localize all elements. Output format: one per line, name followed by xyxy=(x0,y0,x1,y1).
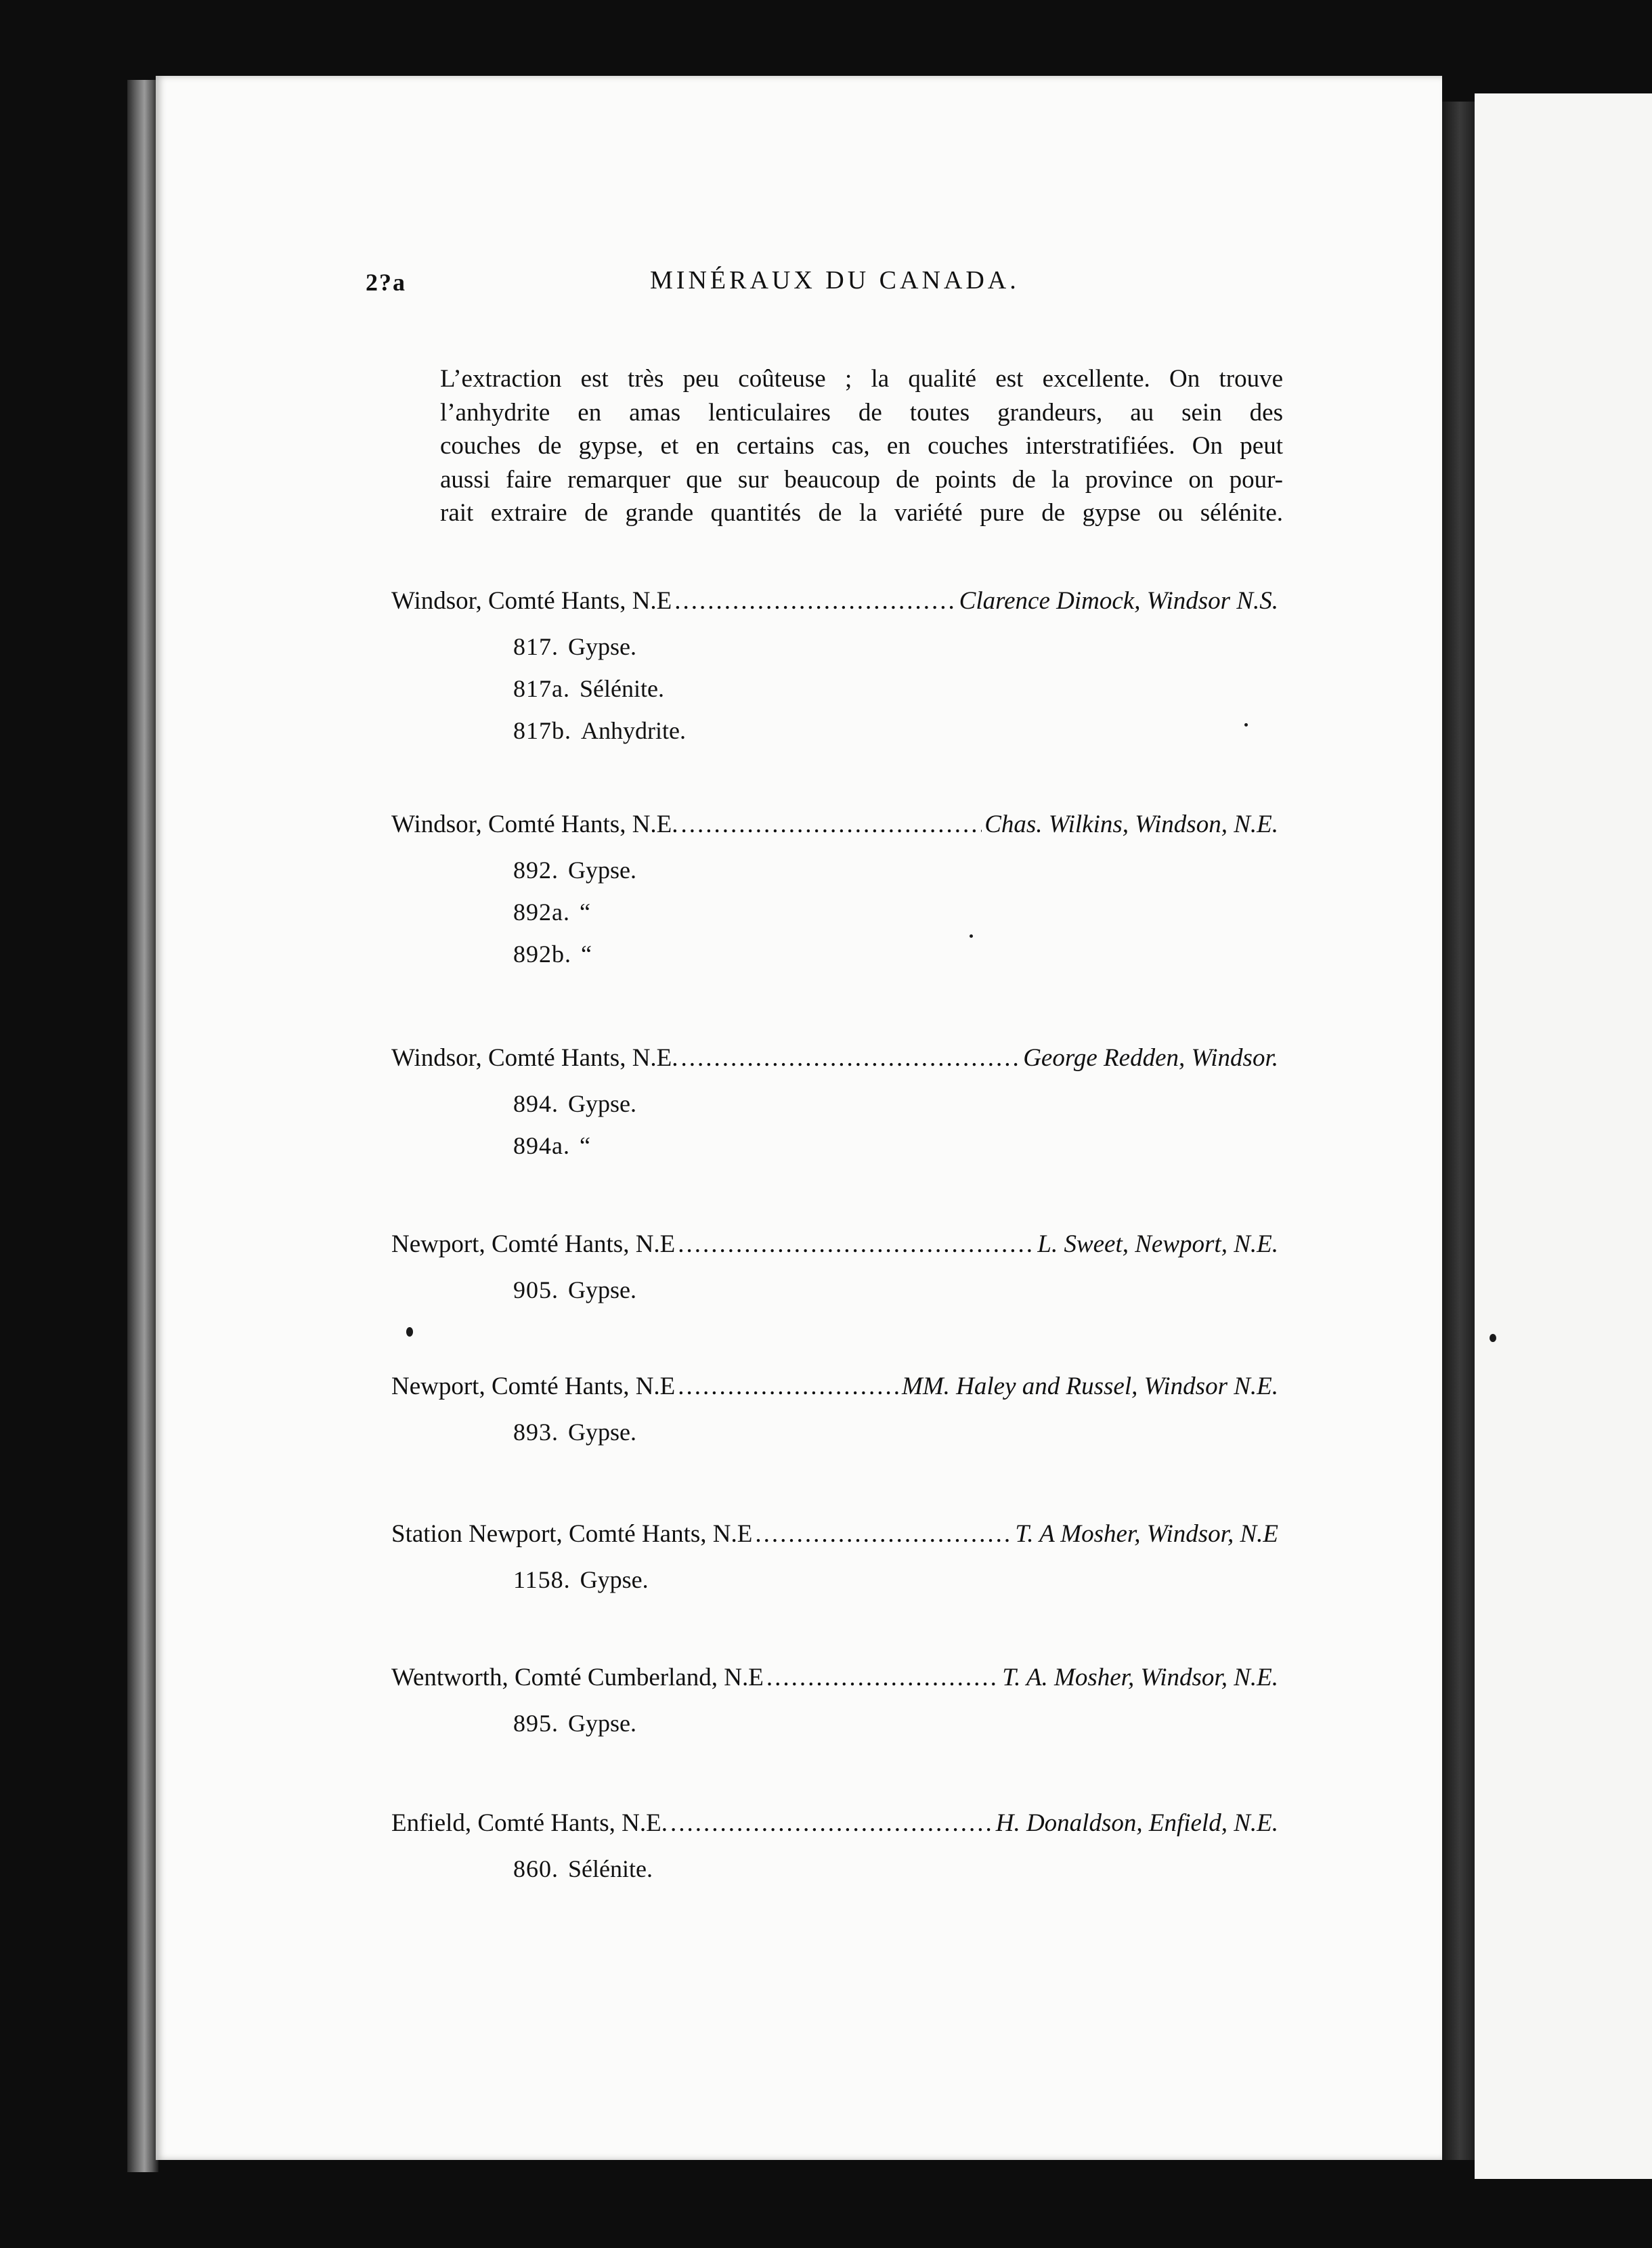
specimen-number: 895. xyxy=(513,1710,559,1737)
entry-donor: Chas. Wilkins, Windson, N.E. xyxy=(984,810,1278,838)
catalogue-entry xyxy=(391,1226,1278,1311)
book-gutter xyxy=(1442,102,1477,2160)
specimen-item xyxy=(513,1269,1278,1311)
entry-heading xyxy=(391,1515,1278,1553)
specimen-number: 817b. xyxy=(513,717,571,744)
specimen-number: 892. xyxy=(513,857,559,884)
specimen-item xyxy=(513,1559,1278,1601)
specimen-number: 1158. xyxy=(513,1566,571,1593)
dot-leader xyxy=(755,1515,1012,1553)
page-number: 2?a xyxy=(366,269,406,296)
entry-donor: George Redden, Windsor. xyxy=(1023,1044,1278,1072)
specimen-name: Sélénite. xyxy=(568,1855,653,1882)
scan-speck xyxy=(1244,723,1248,727)
specimen-list xyxy=(391,626,1278,752)
specimen-name: Gypse. xyxy=(568,1419,636,1446)
intro-line: L’extraction est très peu coûteuse ; la qualité est excellente. On trouve xyxy=(440,365,1283,393)
specimen-list xyxy=(391,1848,1278,1890)
intro-line: aussi faire remarquer que sur beaucoup de points de la province on pour- xyxy=(440,465,1283,494)
catalogue-entry xyxy=(391,1659,1278,1744)
specimen-number: 817. xyxy=(513,633,559,660)
specimen-name: Gypse. xyxy=(580,1566,649,1593)
specimen-item xyxy=(513,1848,1278,1890)
specimen-name: Gypse. xyxy=(568,1276,636,1303)
specimen-item xyxy=(513,668,1278,710)
specimen-number: 892b. xyxy=(513,941,571,968)
dot-leader xyxy=(681,806,982,844)
entry-location: Wentworth, Comté Cumberland, N.E xyxy=(391,1664,764,1691)
entry-heading xyxy=(391,1226,1278,1263)
intro-line: couches de gypse, et en certains cas, en couches interstratifiées. On peut xyxy=(440,432,1283,460)
scan-speck xyxy=(970,934,973,938)
specimen-item xyxy=(513,933,1278,975)
specimen-name: “ xyxy=(579,1132,590,1159)
specimen-name: Gypse. xyxy=(568,1710,636,1737)
specimen-number: 894. xyxy=(513,1090,559,1117)
specimen-number: 905. xyxy=(513,1276,559,1303)
specimen-name: Gypse. xyxy=(568,1090,636,1117)
specimen-number: 860. xyxy=(513,1855,559,1882)
entry-heading xyxy=(391,1659,1278,1697)
specimen-item xyxy=(513,891,1278,933)
entry-donor: T. A. Mosher, Windsor, N.E. xyxy=(1002,1664,1278,1691)
catalogue-entry xyxy=(391,1039,1278,1167)
entry-donor: L. Sweet, Newport, N.E. xyxy=(1037,1230,1278,1258)
scan-speck xyxy=(1490,1334,1496,1342)
entry-location: Windsor, Comté Hants, N.E. xyxy=(391,810,678,838)
specimen-number: 893. xyxy=(513,1419,559,1446)
catalogue-entry xyxy=(391,582,1278,752)
specimen-name: “ xyxy=(579,899,590,926)
entry-heading xyxy=(391,582,1278,620)
specimen-item xyxy=(513,1125,1278,1167)
specimen-name: “ xyxy=(581,941,592,968)
entry-heading xyxy=(391,806,1278,844)
entry-donor: T. A Mosher, Windsor, N.E xyxy=(1015,1520,1278,1548)
entry-location: Newport, Comté Hants, N.E xyxy=(391,1372,676,1400)
specimen-name: Sélénite. xyxy=(579,675,664,702)
intro-line: rait extraire de grande quantités de la variété pure de gypse ou sélénite. xyxy=(440,499,1283,527)
catalogue-entry xyxy=(391,806,1278,975)
specimen-item xyxy=(513,710,1278,752)
entry-donor: Clarence Dimock, Windsor N.S. xyxy=(959,587,1278,615)
entry-location: Enfield, Comté Hants, N.E. xyxy=(391,1809,668,1837)
dot-leader xyxy=(674,582,956,620)
specimen-item xyxy=(513,849,1278,891)
specimen-name: Anhydrite. xyxy=(581,717,686,744)
dot-leader xyxy=(678,1226,1035,1263)
dot-leader xyxy=(678,1368,899,1406)
entry-location: Windsor, Comté Hants, N.E xyxy=(391,587,672,615)
dot-leader xyxy=(681,1039,1021,1077)
specimen-item xyxy=(513,1411,1278,1453)
entry-location: Station Newport, Comté Hants, N.E xyxy=(391,1520,753,1548)
specimen-item xyxy=(513,626,1278,668)
entry-donor: MM. Haley and Russel, Windsor N.E. xyxy=(902,1372,1278,1400)
specimen-list xyxy=(391,1559,1278,1601)
entry-heading xyxy=(391,1039,1278,1077)
specimen-list xyxy=(391,1083,1278,1167)
page-binding-edge xyxy=(127,80,158,2172)
entry-heading xyxy=(391,1804,1278,1842)
catalogue-entry xyxy=(391,1804,1278,1890)
intro-paragraph xyxy=(440,362,1283,530)
dot-leader xyxy=(670,1804,993,1842)
catalogue-entry xyxy=(391,1368,1278,1453)
entry-location: Windsor, Comté Hants, N.E. xyxy=(391,1044,678,1072)
entry-heading xyxy=(391,1368,1278,1406)
specimen-name: Gypse. xyxy=(568,857,636,884)
entry-donor: H. Donaldson, Enfield, N.E. xyxy=(995,1809,1278,1837)
specimen-item xyxy=(513,1702,1278,1744)
dot-leader xyxy=(766,1659,999,1697)
specimen-item xyxy=(513,1083,1278,1125)
specimen-list xyxy=(391,849,1278,975)
specimen-number: 892a. xyxy=(513,899,570,926)
intro-line: l’anhydrite en amas lenticulaires de toutes grandeurs, au sein des xyxy=(440,398,1283,427)
facing-page xyxy=(1475,93,1652,2179)
catalogue-entry xyxy=(391,1515,1278,1601)
specimen-number: 894a. xyxy=(513,1132,570,1159)
running-head: MINÉRAUX DU CANADA. xyxy=(650,266,1020,295)
specimen-list xyxy=(391,1702,1278,1744)
entry-location: Newport, Comté Hants, N.E xyxy=(391,1230,676,1258)
specimen-list xyxy=(391,1269,1278,1311)
specimen-name: Gypse. xyxy=(568,633,636,660)
specimen-number: 817a. xyxy=(513,675,570,702)
specimen-list xyxy=(391,1411,1278,1453)
scan-speck xyxy=(406,1327,413,1337)
